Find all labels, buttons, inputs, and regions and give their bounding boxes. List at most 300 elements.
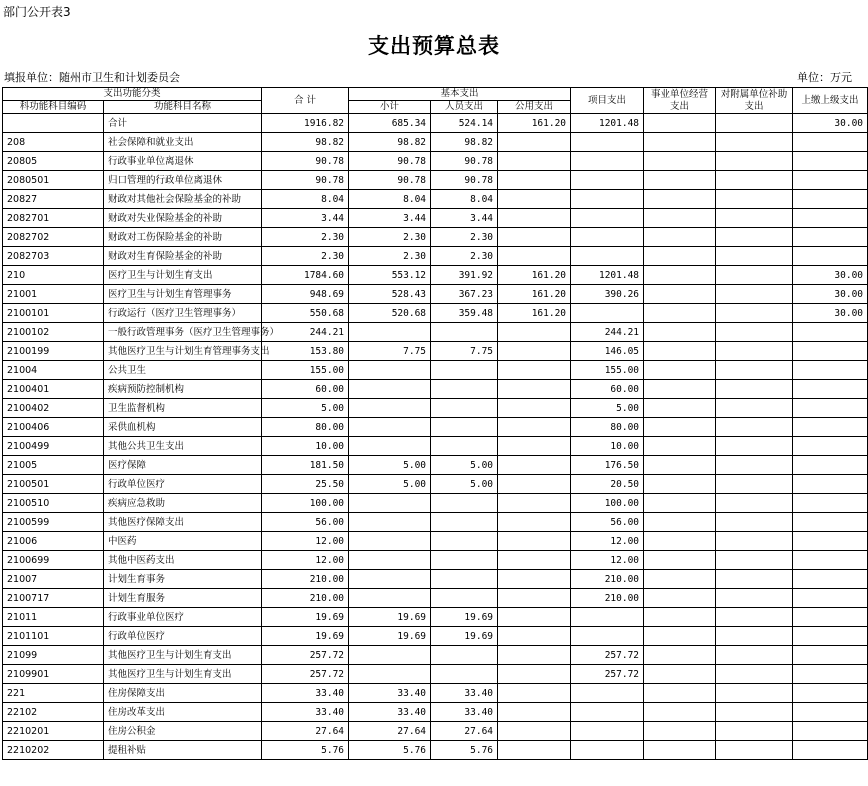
cell-public: 161.20	[498, 266, 571, 285]
cell-subsidiary	[716, 475, 793, 494]
cell-code: 2101101	[3, 627, 104, 646]
cell-public	[498, 627, 571, 646]
cell-business	[644, 133, 716, 152]
cell-personnel	[431, 323, 498, 342]
cell-business	[644, 570, 716, 589]
cell-public: 161.20	[498, 285, 571, 304]
cell-business	[644, 247, 716, 266]
cell-project: 60.00	[571, 380, 644, 399]
cell-name: 行政单位医疗	[104, 627, 262, 646]
cell-project	[571, 703, 644, 722]
table-row	[3, 190, 868, 209]
cell-code: 2100101	[3, 304, 104, 323]
cell-subtotal: 5.76	[349, 741, 431, 760]
cell-upper	[793, 589, 868, 608]
cell-project	[571, 741, 644, 760]
cell-personnel: 33.40	[431, 703, 498, 722]
cell-total: 19.69	[262, 627, 349, 646]
cell-personnel	[431, 380, 498, 399]
cell-total: 181.50	[262, 456, 349, 475]
cell-subtotal: 98.82	[349, 133, 431, 152]
cell-total: 33.40	[262, 703, 349, 722]
cell-code: 2100501	[3, 475, 104, 494]
cell-code: 2100401	[3, 380, 104, 399]
cell-personnel: 3.44	[431, 209, 498, 228]
cell-upper: 30.00	[793, 114, 868, 133]
cell-personnel: 367.23	[431, 285, 498, 304]
cell-code: 2100510	[3, 494, 104, 513]
cell-name: 合计	[104, 114, 262, 133]
cell-name: 住房改革支出	[104, 703, 262, 722]
cell-public	[498, 513, 571, 532]
table-row	[3, 570, 868, 589]
cell-project: 5.00	[571, 399, 644, 418]
cell-name: 医疗卫生与计划生育管理事务	[104, 285, 262, 304]
cell-code: 21099	[3, 646, 104, 665]
header-upper: 上缴上级支出	[793, 88, 868, 114]
cell-subtotal: 685.34	[349, 114, 431, 133]
cell-project: 12.00	[571, 532, 644, 551]
cell-subsidiary	[716, 399, 793, 418]
table-row	[3, 361, 868, 380]
cell-project: 56.00	[571, 513, 644, 532]
header-subsidiary: 对附属单位补助支出	[716, 88, 793, 114]
cell-public	[498, 608, 571, 627]
cell-name: 提租补贴	[104, 741, 262, 760]
cell-upper	[793, 703, 868, 722]
cell-code: 2082702	[3, 228, 104, 247]
cell-name: 医疗保障	[104, 456, 262, 475]
cell-public	[498, 551, 571, 570]
cell-code: 2080501	[3, 171, 104, 190]
cell-business	[644, 608, 716, 627]
table-row	[3, 285, 868, 304]
cell-total: 27.64	[262, 722, 349, 741]
cell-project	[571, 684, 644, 703]
cell-code: 2082701	[3, 209, 104, 228]
cell-subtotal	[349, 513, 431, 532]
cell-subsidiary	[716, 741, 793, 760]
cell-public	[498, 722, 571, 741]
cell-name: 住房保障支出	[104, 684, 262, 703]
cell-personnel	[431, 665, 498, 684]
cell-project	[571, 247, 644, 266]
cell-business	[644, 285, 716, 304]
cell-upper	[793, 342, 868, 361]
cell-personnel	[431, 361, 498, 380]
cell-public: 161.20	[498, 304, 571, 323]
cell-public	[498, 589, 571, 608]
cell-total: 8.04	[262, 190, 349, 209]
cell-business	[644, 589, 716, 608]
cell-subsidiary	[716, 152, 793, 171]
cell-subtotal	[349, 380, 431, 399]
cell-code	[3, 114, 104, 133]
cell-public	[498, 570, 571, 589]
sheet-label: 部门公开表3	[3, 5, 71, 19]
cell-subsidiary	[716, 304, 793, 323]
cell-subtotal	[349, 418, 431, 437]
cell-project: 176.50	[571, 456, 644, 475]
table-row	[3, 342, 868, 361]
cell-subtotal: 2.30	[349, 228, 431, 247]
cell-total: 210.00	[262, 570, 349, 589]
cell-project: 1201.48	[571, 114, 644, 133]
cell-code: 2210202	[3, 741, 104, 760]
table-row	[3, 722, 868, 741]
cell-public	[498, 703, 571, 722]
header-personnel: 人员支出	[431, 101, 498, 114]
cell-subtotal: 553.12	[349, 266, 431, 285]
budget-table	[2, 87, 868, 760]
cell-subtotal: 27.64	[349, 722, 431, 741]
table-row	[3, 380, 868, 399]
cell-total: 257.72	[262, 646, 349, 665]
cell-code: 2100402	[3, 399, 104, 418]
cell-subsidiary	[716, 589, 793, 608]
table-row	[3, 741, 868, 760]
cell-total: 98.82	[262, 133, 349, 152]
cell-public	[498, 380, 571, 399]
cell-project: 390.26	[571, 285, 644, 304]
cell-code: 2100199	[3, 342, 104, 361]
cell-name: 行政事业单位离退休	[104, 152, 262, 171]
cell-personnel: 98.82	[431, 133, 498, 152]
cell-name: 财政对生育保险基金的补助	[104, 247, 262, 266]
cell-personnel	[431, 437, 498, 456]
table-row	[3, 437, 868, 456]
cell-subtotal	[349, 570, 431, 589]
cell-code: 21006	[3, 532, 104, 551]
cell-public	[498, 323, 571, 342]
cell-subtotal	[349, 494, 431, 513]
cell-name: 社会保障和就业支出	[104, 133, 262, 152]
header-name: 功能科目名称	[104, 101, 262, 114]
cell-public	[498, 418, 571, 437]
cell-upper	[793, 323, 868, 342]
cell-name: 计划生育事务	[104, 570, 262, 589]
cell-project: 257.72	[571, 665, 644, 684]
cell-upper	[793, 741, 868, 760]
cell-subsidiary	[716, 209, 793, 228]
cell-business	[644, 684, 716, 703]
cell-business	[644, 114, 716, 133]
table-row	[3, 114, 868, 133]
cell-subsidiary	[716, 418, 793, 437]
cell-upper	[793, 494, 868, 513]
cell-total: 12.00	[262, 532, 349, 551]
cell-subsidiary	[716, 323, 793, 342]
cell-code: 2100499	[3, 437, 104, 456]
cell-upper: 30.00	[793, 285, 868, 304]
cell-name: 公共卫生	[104, 361, 262, 380]
cell-personnel: 359.48	[431, 304, 498, 323]
cell-total: 100.00	[262, 494, 349, 513]
cell-subsidiary	[716, 456, 793, 475]
cell-project	[571, 171, 644, 190]
cell-total: 5.76	[262, 741, 349, 760]
cell-name: 一般行政管理事务（医疗卫生管理事务）	[104, 323, 262, 342]
cell-subtotal: 5.00	[349, 475, 431, 494]
cell-code: 2082703	[3, 247, 104, 266]
cell-upper	[793, 190, 868, 209]
cell-personnel: 7.75	[431, 342, 498, 361]
cell-subtotal: 19.69	[349, 608, 431, 627]
cell-upper	[793, 133, 868, 152]
cell-public	[498, 228, 571, 247]
cell-upper	[793, 209, 868, 228]
cell-code: 21011	[3, 608, 104, 627]
cell-subsidiary	[716, 437, 793, 456]
cell-upper	[793, 513, 868, 532]
table-row	[3, 551, 868, 570]
table-row	[3, 532, 868, 551]
cell-personnel	[431, 551, 498, 570]
cell-business	[644, 361, 716, 380]
table-row	[3, 209, 868, 228]
table-row	[3, 304, 868, 323]
cell-upper	[793, 456, 868, 475]
cell-name: 其他医疗卫生与计划生育管理事务支出	[104, 342, 262, 361]
cell-personnel: 391.92	[431, 266, 498, 285]
cell-subsidiary	[716, 722, 793, 741]
cell-upper	[793, 532, 868, 551]
cell-subtotal	[349, 551, 431, 570]
header-total: 合 计	[262, 88, 349, 114]
cell-upper	[793, 171, 868, 190]
cell-project	[571, 133, 644, 152]
cell-personnel: 5.76	[431, 741, 498, 760]
cell-business	[644, 399, 716, 418]
cell-upper	[793, 399, 868, 418]
cell-business	[644, 228, 716, 247]
table-row	[3, 171, 868, 190]
header-function-class: 支出功能分类	[3, 88, 262, 101]
cell-name: 采供血机构	[104, 418, 262, 437]
cell-total: 10.00	[262, 437, 349, 456]
cell-project: 146.05	[571, 342, 644, 361]
cell-subsidiary	[716, 380, 793, 399]
cell-project: 210.00	[571, 570, 644, 589]
cell-business	[644, 551, 716, 570]
cell-personnel: 2.30	[431, 228, 498, 247]
cell-code: 22102	[3, 703, 104, 722]
table-row	[3, 665, 868, 684]
cell-subsidiary	[716, 361, 793, 380]
cell-code: 210	[3, 266, 104, 285]
cell-code: 2210201	[3, 722, 104, 741]
table-row	[3, 152, 868, 171]
cell-project: 10.00	[571, 437, 644, 456]
cell-subtotal: 90.78	[349, 171, 431, 190]
cell-personnel	[431, 570, 498, 589]
header-subtotal: 小计	[349, 101, 431, 114]
cell-personnel: 8.04	[431, 190, 498, 209]
header-public: 公用支出	[498, 101, 571, 114]
cell-business	[644, 437, 716, 456]
cell-total: 155.00	[262, 361, 349, 380]
cell-subsidiary	[716, 133, 793, 152]
cell-code: 208	[3, 133, 104, 152]
table-row	[3, 627, 868, 646]
cell-subtotal	[349, 589, 431, 608]
cell-subsidiary	[716, 114, 793, 133]
cell-public	[498, 475, 571, 494]
cell-total: 80.00	[262, 418, 349, 437]
header-business: 事业单位经营支出	[644, 88, 716, 114]
cell-total: 90.78	[262, 171, 349, 190]
cell-project	[571, 608, 644, 627]
cell-total: 257.72	[262, 665, 349, 684]
page-title: 支出预算总表	[368, 34, 500, 58]
cell-upper	[793, 627, 868, 646]
cell-total: 33.40	[262, 684, 349, 703]
cell-project	[571, 190, 644, 209]
cell-business	[644, 304, 716, 323]
cell-personnel	[431, 532, 498, 551]
cell-name: 行政单位医疗	[104, 475, 262, 494]
cell-upper	[793, 247, 868, 266]
cell-name: 医疗卫生与计划生育支出	[104, 266, 262, 285]
header-project: 项目支出	[571, 88, 644, 114]
cell-project: 12.00	[571, 551, 644, 570]
cell-subsidiary	[716, 551, 793, 570]
report-unit: 填报单位：随州市卫生和计划委员会	[4, 71, 180, 84]
cell-name: 计划生育服务	[104, 589, 262, 608]
cell-subsidiary	[716, 570, 793, 589]
cell-name: 财政对其他社会保险基金的补助	[104, 190, 262, 209]
cell-public	[498, 361, 571, 380]
cell-code: 20805	[3, 152, 104, 171]
cell-name: 归口管理的行政单位离退休	[104, 171, 262, 190]
cell-personnel	[431, 513, 498, 532]
cell-public	[498, 646, 571, 665]
cell-code: 21001	[3, 285, 104, 304]
cell-name: 卫生监督机构	[104, 399, 262, 418]
cell-business	[644, 475, 716, 494]
table-row	[3, 589, 868, 608]
cell-upper	[793, 646, 868, 665]
cell-total: 1916.82	[262, 114, 349, 133]
cell-total: 12.00	[262, 551, 349, 570]
cell-upper	[793, 570, 868, 589]
cell-subtotal	[349, 399, 431, 418]
cell-name: 中医药	[104, 532, 262, 551]
cell-subsidiary	[716, 247, 793, 266]
cell-personnel	[431, 418, 498, 437]
cell-project: 80.00	[571, 418, 644, 437]
cell-upper	[793, 684, 868, 703]
cell-subsidiary	[716, 646, 793, 665]
cell-name: 其他医疗卫生与计划生育支出	[104, 665, 262, 684]
cell-public	[498, 133, 571, 152]
cell-total: 948.69	[262, 285, 349, 304]
table-row	[3, 228, 868, 247]
cell-public	[498, 247, 571, 266]
cell-subtotal	[349, 665, 431, 684]
cell-project	[571, 627, 644, 646]
table-row	[3, 323, 868, 342]
cell-name: 其他医疗保障支出	[104, 513, 262, 532]
cell-subsidiary	[716, 342, 793, 361]
cell-business	[644, 152, 716, 171]
cell-name: 其他中医药支出	[104, 551, 262, 570]
cell-subsidiary	[716, 285, 793, 304]
cell-subsidiary	[716, 513, 793, 532]
cell-upper: 30.00	[793, 266, 868, 285]
cell-project	[571, 152, 644, 171]
cell-public	[498, 437, 571, 456]
cell-personnel	[431, 589, 498, 608]
cell-name: 财政对工伤保险基金的补助	[104, 228, 262, 247]
cell-total: 2.30	[262, 247, 349, 266]
cell-name: 住房公积金	[104, 722, 262, 741]
cell-total: 25.50	[262, 475, 349, 494]
cell-business	[644, 513, 716, 532]
cell-public	[498, 494, 571, 513]
cell-personnel: 5.00	[431, 456, 498, 475]
cell-upper	[793, 228, 868, 247]
cell-personnel	[431, 646, 498, 665]
cell-business	[644, 209, 716, 228]
header-code: 科功能科目编码	[3, 101, 104, 114]
table-row	[3, 608, 868, 627]
table-row	[3, 266, 868, 285]
cell-business	[644, 418, 716, 437]
cell-code: 2100699	[3, 551, 104, 570]
cell-public	[498, 399, 571, 418]
cell-subsidiary	[716, 532, 793, 551]
table-row	[3, 475, 868, 494]
cell-public	[498, 209, 571, 228]
cell-code: 2100102	[3, 323, 104, 342]
table-row	[3, 646, 868, 665]
cell-subtotal	[349, 646, 431, 665]
cell-subtotal: 33.40	[349, 703, 431, 722]
cell-upper	[793, 665, 868, 684]
cell-name: 其他公共卫生支出	[104, 437, 262, 456]
cell-personnel	[431, 399, 498, 418]
cell-subtotal	[349, 532, 431, 551]
cell-upper	[793, 722, 868, 741]
cell-subtotal: 5.00	[349, 456, 431, 475]
cell-business	[644, 722, 716, 741]
cell-code: 2109901	[3, 665, 104, 684]
cell-business	[644, 627, 716, 646]
cell-personnel: 2.30	[431, 247, 498, 266]
cell-subsidiary	[716, 494, 793, 513]
table-row	[3, 684, 868, 703]
cell-business	[644, 171, 716, 190]
cell-name: 行政事业单位医疗	[104, 608, 262, 627]
cell-public	[498, 190, 571, 209]
currency-unit: 单位：万元	[797, 71, 852, 84]
cell-subtotal	[349, 361, 431, 380]
cell-subtotal: 520.68	[349, 304, 431, 323]
cell-code: 20827	[3, 190, 104, 209]
table-row	[3, 703, 868, 722]
cell-total: 19.69	[262, 608, 349, 627]
cell-personnel: 90.78	[431, 152, 498, 171]
cell-personnel: 524.14	[431, 114, 498, 133]
cell-total: 56.00	[262, 513, 349, 532]
cell-personnel: 27.64	[431, 722, 498, 741]
cell-upper	[793, 380, 868, 399]
cell-subsidiary	[716, 608, 793, 627]
cell-project	[571, 209, 644, 228]
cell-business	[644, 532, 716, 551]
cell-personnel: 33.40	[431, 684, 498, 703]
